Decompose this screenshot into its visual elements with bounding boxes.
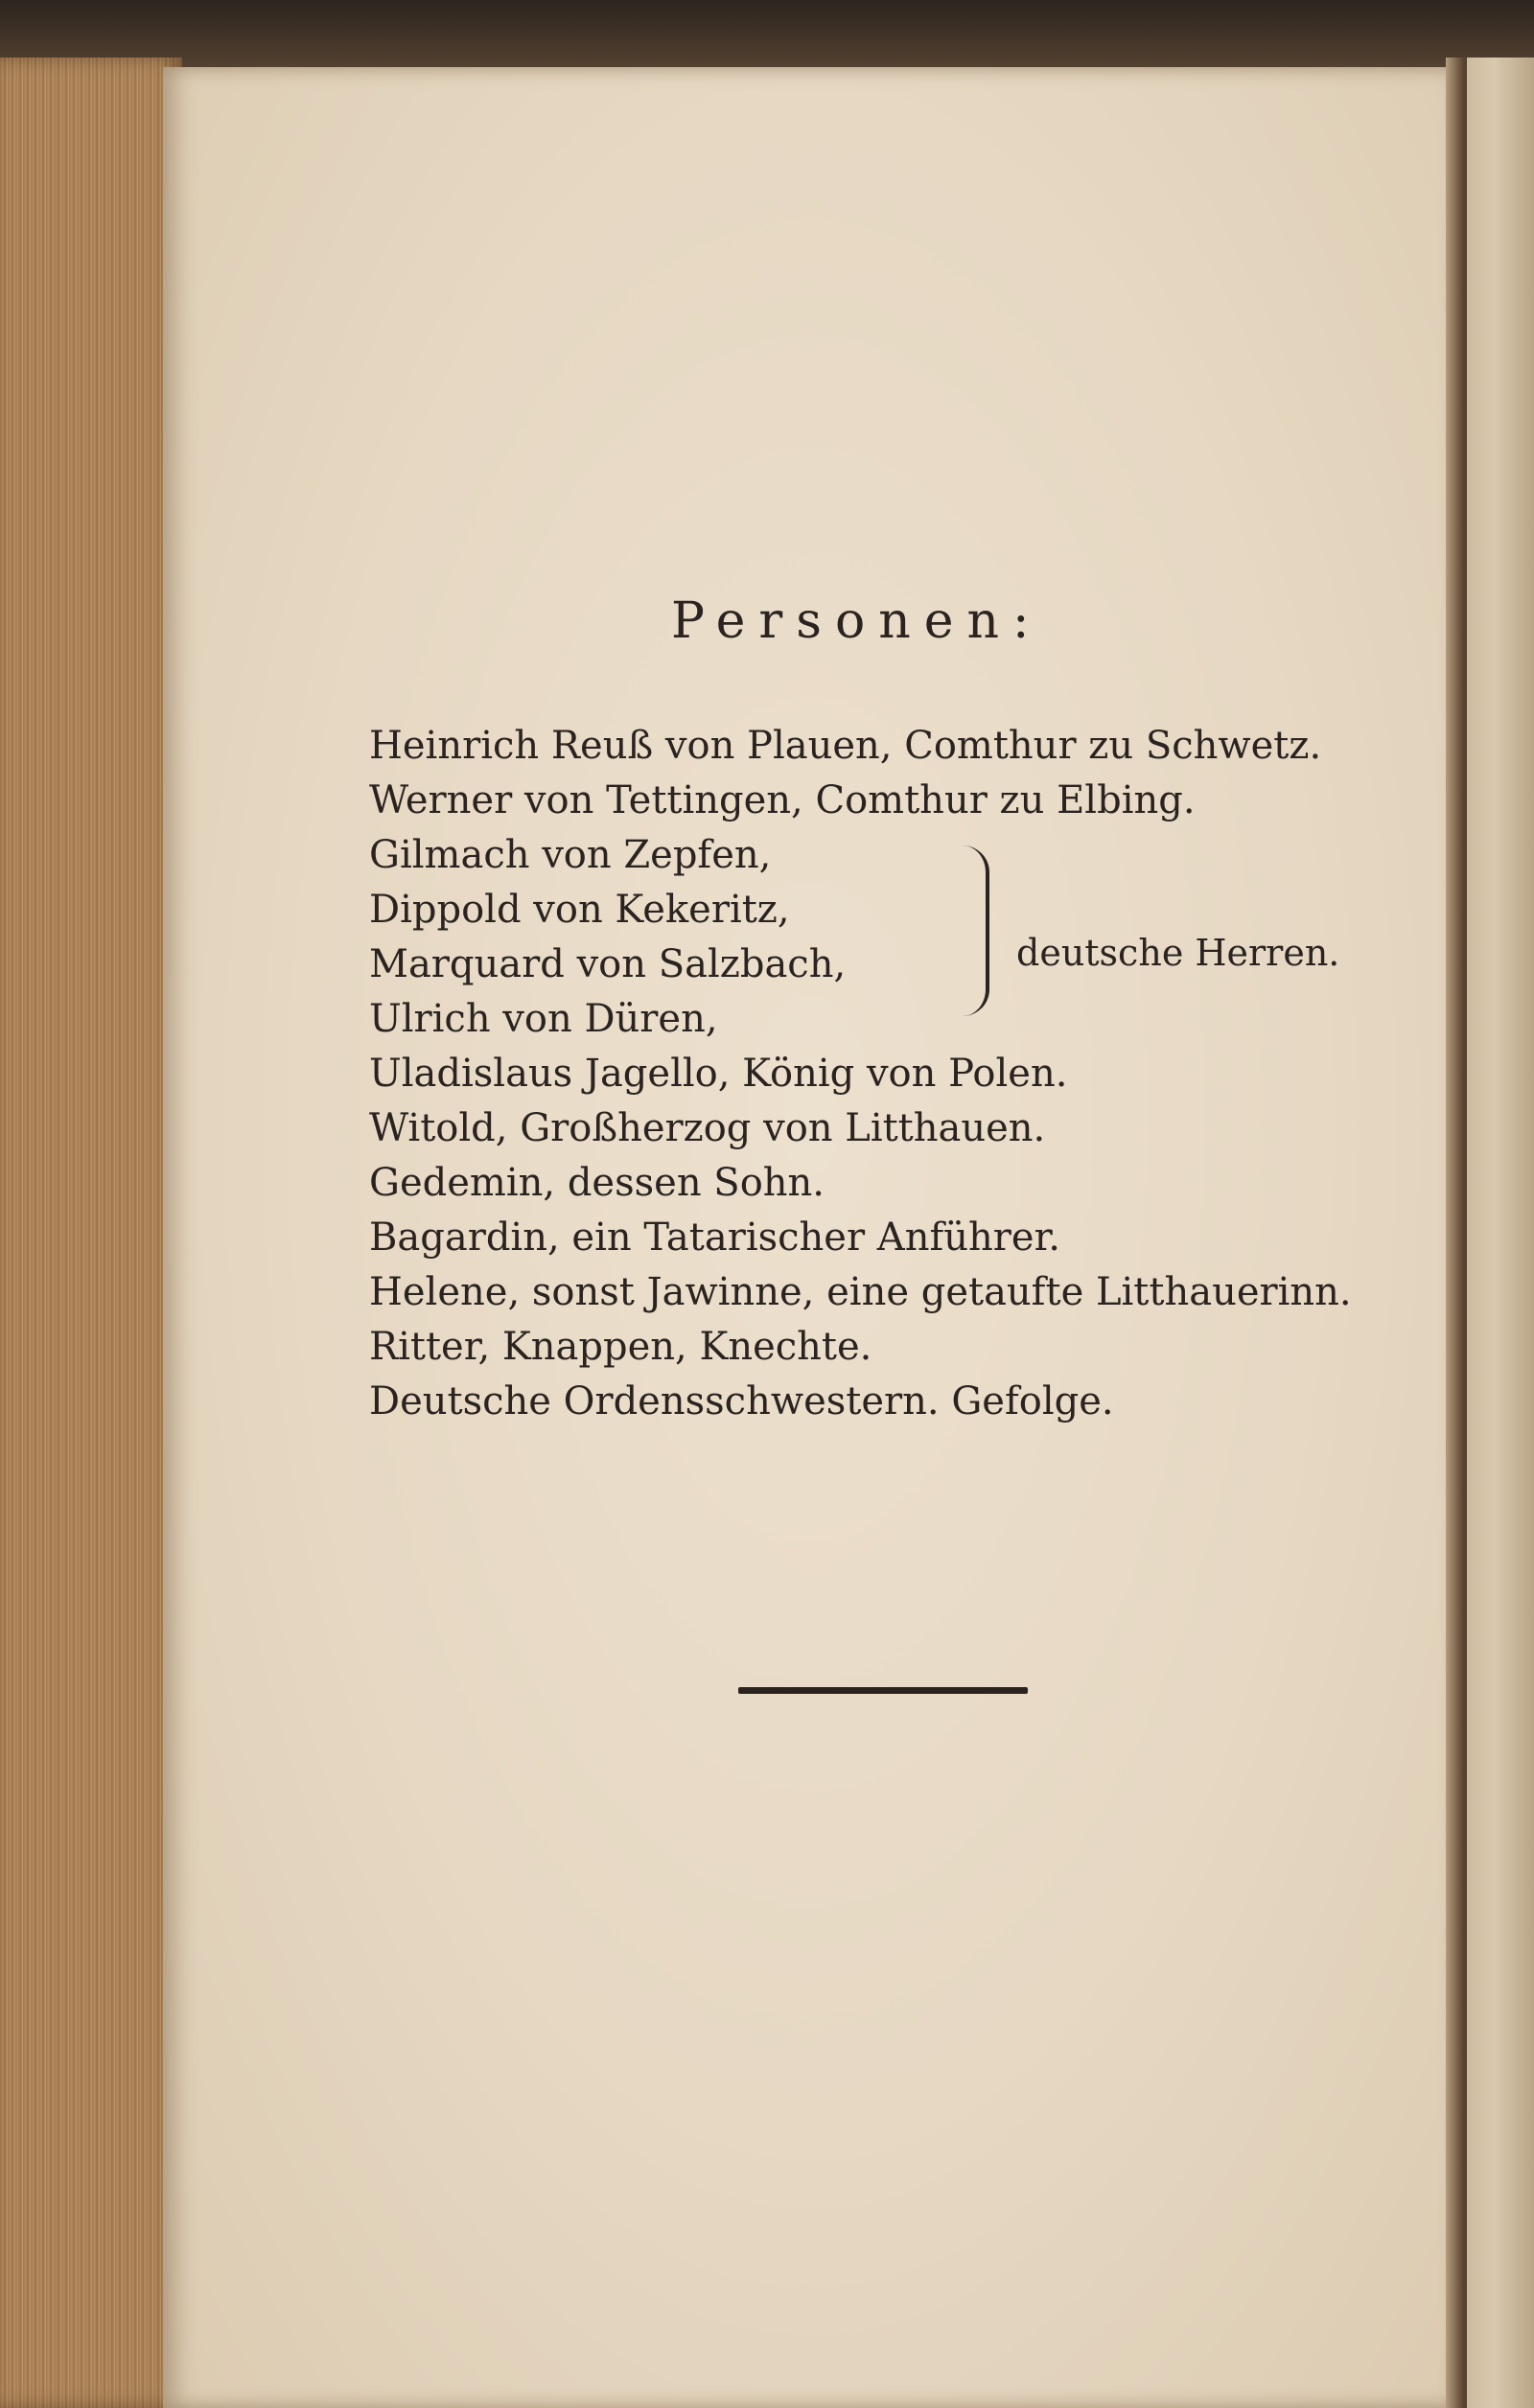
cast-line: Witold, Großherzog von Litthauen. — [369, 1106, 1046, 1150]
section-divider — [738, 1687, 1028, 1694]
cast-line: Werner von Tettingen, Comthur zu Elbing. — [369, 778, 1196, 822]
cast-line: Ulrich von Düren, — [369, 997, 718, 1041]
cast-line: Helene, sonst Jawinne, eine getaufte Litthauerinn. — [369, 1270, 1352, 1314]
cast-line: Dippold von Kekeritz, — [369, 888, 790, 932]
page-heading: Personen: — [671, 592, 1043, 650]
cast-line: Deutsche Ordensschwestern. Gefolge. — [369, 1379, 1114, 1424]
bracket-label: deutsche Herren. — [1016, 932, 1340, 974]
cast-line: Gedemin, dessen Sohn. — [369, 1161, 825, 1205]
cast-line: Bagardin, ein Tatarischer Anführer. — [369, 1216, 1061, 1260]
group-bracket — [959, 845, 989, 1016]
cast-line: Ritter, Knappen, Knechte. — [369, 1325, 872, 1369]
page-edges — [0, 58, 182, 2408]
next-page-edge — [1467, 58, 1534, 2408]
cast-line: Uladislaus Jagello, König von Polen. — [369, 1052, 1068, 1096]
cast-line: Marquard von Salzbach, — [369, 942, 847, 986]
cast-line: Gilmach von Zepfen, — [369, 833, 772, 877]
cast-line: Heinrich Reuß von Plauen, Comthur zu Schwetz. — [369, 724, 1322, 768]
